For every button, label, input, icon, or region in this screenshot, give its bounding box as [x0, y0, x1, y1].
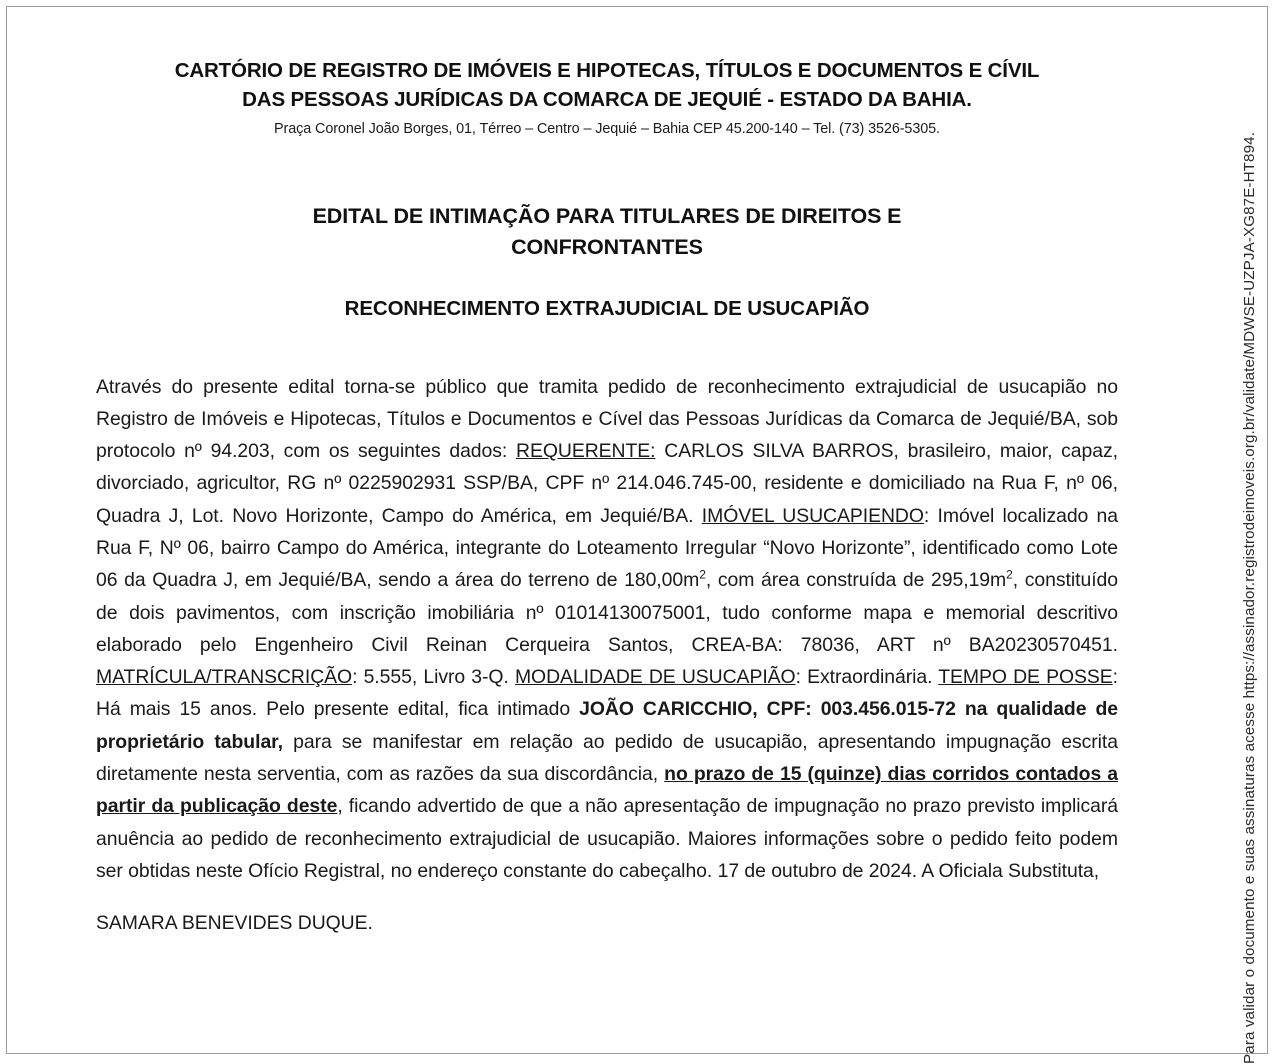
label-imovel-usucapiendo: IMÓVEL USUCAPIENDO: [701, 504, 924, 527]
requerente-details: CARLOS SILVA BARROS, brasileiro, maior, capaz, divorciado, agricultor, RG nº 0225902931 SSP/BA, CPF nº 214.046.745-00, residente e domiciliado na Rua F, nº 06, Quadra J, Lot. Novo Horizonte, Campo do América, em Jequié/BA.: [96, 440, 1118, 527]
signatory-name: SAMARA BENEVIDES DUQUE.: [96, 911, 373, 934]
label-tempo-de-posse: TEMPO DE POSSE: [938, 666, 1113, 689]
area-construida-superscript: 2: [1006, 567, 1013, 582]
imovel-details-part-2: , com área construída de 295,19m: [705, 569, 1007, 592]
closing-text: , ficando advertido de que a não apresentação de impugnação no prazo previsto implicará anuência ao pedido de reconhecimento extrajudicial de usucapião. Maiores informações sobre o pedido feito podem ser obtidas neste Ofício Registral, no endereço constante do cabeçalho. 17 de outubro de 2024. A Oficiala Substituta,: [96, 795, 1118, 882]
paragraph-intro: Através do presente edital torna-se público que tramita pedido de reconhecimento extrajudicial de usucapião no Registro de Imóveis e Hipotecas, Títulos e Documentos e Cível das Pessoas Jurídicas da Comarca de Jequié/BA, sob protocolo nº 94.203, com os seguintes dados:: [96, 375, 1118, 463]
matricula-value: : 5.555, Livro 3-Q.: [352, 666, 515, 689]
document-body: [0, 321, 1214, 939]
modalidade-value: : Extraordinária.: [795, 666, 939, 689]
manifestacao-text: para se manifestar em relação ao pedido de usucapião, apresentando impugnação escrita diretamente nesta serventia, com as razões da sua discordância,: [96, 730, 1118, 786]
imovel-details-part-3: , constituído de dois pavimentos, com inscrição imobiliária nº 01014130075001, tudo conforme mapa e memorial descritivo elaborado pelo Engenheiro Civil Reinan Cerqueira Santos, CREA-BA: 78036, ART nº BA20230570451.: [96, 569, 1118, 656]
tempo-de-posse-value: : Há mais 15 anos. Pelo presente edital, fica intimado: [96, 666, 1119, 721]
label-modalidade: MODALIDADE DE USUCAPIÃO: [514, 666, 796, 689]
imovel-details-part-1: : Imóvel localizado na Rua F, Nº 06, bairro Campo do América, integrante do Loteamento Irregular “Novo Horizonte”, identificado como Lote 06 da Quadra J, em Jequié/BA, sendo a área do terreno de 180,00m: [96, 504, 1118, 592]
letterhead-line-2: DAS PESSOAS JURÍDICAS DA COMARCA DE JEQUIÉ - ESTADO DA BAHIA.: [242, 88, 972, 112]
label-requerente: REQUERENTE:: [516, 440, 656, 463]
label-matricula: MATRÍCULA/TRANSCRIÇÃO: [96, 666, 353, 689]
edital-paragraph: [96, 371, 1118, 888]
intimado-name-cpf: JOÃO CARICCHIO, CPF: 003.456.015-72 na qualidade de proprietário tabular,: [96, 698, 1118, 753]
letterhead-line-1: CARTÓRIO DE REGISTRO DE IMÓVEIS E HIPOTECAS, TÍTULOS E DOCUMENTOS E CÍVIL: [174, 59, 1040, 82]
document-subtitle: RECONHECIMENTO EXTRAJUDICIAL DE USUCAPIÃO: [344, 297, 870, 321]
area-terreno-superscript: 2: [699, 567, 706, 582]
letterhead-address: Praça Coronel João Borges, 01, Térreo – Centro – Jequié – Bahia CEP 45.200-140 – Tel. (73) 3526-5305.: [274, 121, 940, 138]
letterhead: [0, 0, 1214, 137]
prazo-impugnacao: no prazo de 15 (quinze) dias corridos contados a partir da publicação deste: [96, 763, 1118, 818]
signature-validation-strip: [1228, 0, 1270, 1064]
signature-validation-text: Para validar o documento e suas assinaturas acesse https://assinador.registrodeimoveis.org.br/validate/MDWSE-UZPJA-XG87E-HT894.: [1240, 132, 1258, 1064]
document-title: EDITAL DE INTIMAÇÃO PARA TITULARES DE DIREITOS E CONFRONTANTES: [312, 204, 902, 260]
